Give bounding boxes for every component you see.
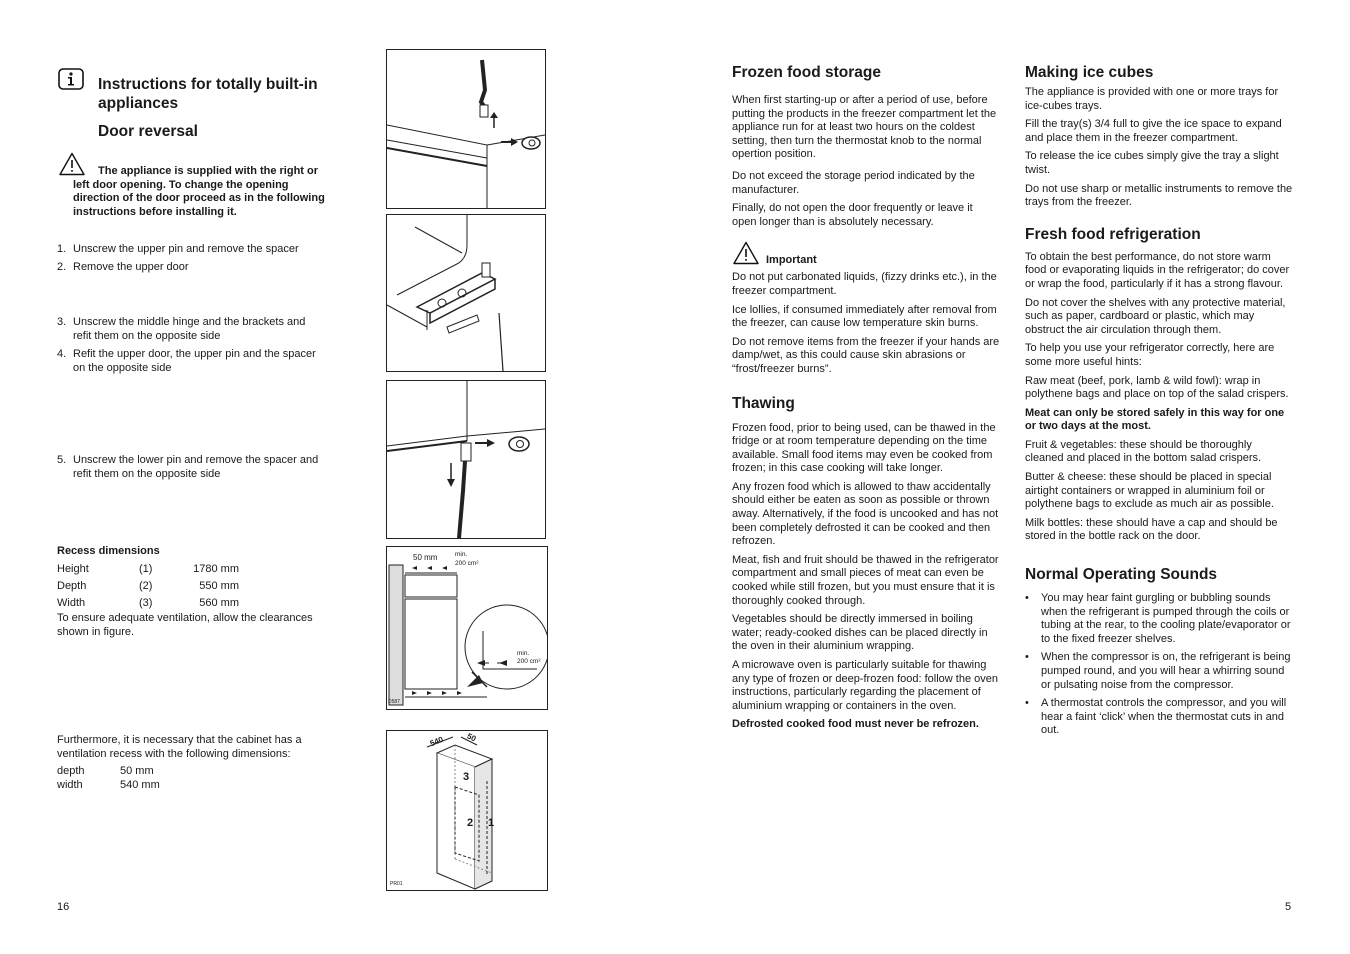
recess-note: To ensure adequate ventilation, allow the clearances shown in figure. — [57, 612, 313, 638]
paragraph: Do not remove items from the freezer if your hands are damp/wet, as this could cause skin abrasions or “frost/freezer burns”. — [732, 335, 1000, 375]
figure-code: PR01 — [390, 881, 403, 887]
area-label-top: 200 cm² — [455, 560, 479, 567]
figure-middle-hinge — [386, 214, 546, 372]
paragraph: Butter & cheese: these should be placed in special airtight containers or wrapped in aluminium foil or polythene bags to exclude as much air as possible. — [1025, 471, 1274, 511]
area-label-side: 200 cm² — [517, 658, 541, 665]
bullet-icon: • — [1025, 697, 1029, 710]
column-frozen-thawing — [732, 64, 1000, 737]
table-row: Depth (2) 550 mm — [57, 579, 239, 592]
paragraph: Meat can only be stored safely in this way for one or two days at the most. — [1025, 406, 1285, 433]
warning-text: The appliance is supplied with the right or left door opening. To change the opening direction of the door proceed as in the following instructions before installing it. — [73, 165, 325, 218]
upper-pin-illustration — [387, 50, 545, 208]
paragraph: Meat, fish and fruit should be thawed in the refrigerator compartment and small pieces of meat can even be cooked while still frozen, but you must ensure that it is thoroughly cooked through. — [732, 553, 999, 607]
cabinet-illustration — [387, 731, 547, 890]
section-title-door-reversal: Door reversal — [98, 123, 198, 140]
steps-list: 1. Unscrew the upper pin and remove the spacer 2. Remove the upper door 3. Unscrew the middle hinge and the brackets and refit them on the opposite side 4. Refit the upper door, the upper pin and the spacer on the opposite side 5. Unscrew the lower pin and remove the spacer and refit them on the opposite side — [57, 243, 319, 480]
paragraph: Finally, do not open the door frequently or leave it open longer than is absolutely necessary. — [732, 202, 973, 228]
vent-text: Furthermore, it is necessary that the cabinet has a ventilation recess with the following dimensions: — [57, 734, 302, 760]
paragraph: The appliance is provided with one or more trays for ice-cubes trays. — [1025, 86, 1279, 112]
recess-table — [57, 560, 239, 611]
middle-hinge-illustration — [387, 215, 545, 371]
dim-50: 50 — [465, 731, 478, 744]
bullet-icon: • — [1025, 651, 1029, 664]
table-row: Width (3) 560 mm — [57, 596, 239, 609]
vent-table — [57, 764, 160, 792]
section-title-thawing: Thawing — [732, 394, 795, 412]
figure-code: D587 — [388, 699, 400, 705]
paragraph: Do not cover the shelves with any protective material, such as paper, cardboard or plastic, which may obstruct the air circulation through them. — [1025, 296, 1286, 336]
table-row: depth 50 mm — [57, 765, 154, 777]
paragraph: Frozen food, prior to being used, can be thawed in the fridge or at room temperature depending on the time available. Small food items may even be cooked from frozen; in this case cooking will take longer. — [732, 421, 996, 475]
important-block — [732, 241, 1000, 271]
paragraph: When first starting-up or after a period of use, before putting the products in the freezer compartment let the appliance run for at least two hours on the coldest setting, then turn the thermostat knob to the normal opertion position. — [732, 94, 997, 161]
label-1: 1 — [488, 817, 495, 829]
dim-540: 540 — [428, 734, 445, 749]
paragraph: Fruit & vegetables: these should be thoroughly cleaned and placed in the bottom salad crispers. — [1025, 438, 1262, 465]
figure-upper-pin — [386, 49, 546, 209]
paragraph: Ice lollies, if consumed immediately after removal from the freezer, can cause low temperature skin burns. — [732, 303, 997, 330]
list-item: • A thermostat controls the compressor, and you will hear a faint ‘click’ when the thermostat cuts in and out. — [1025, 697, 1287, 737]
dim-50mm: 50 mm — [413, 553, 438, 562]
recess-title: Recess dimensions — [57, 545, 160, 557]
paragraph: To help you use your refrigerator correctly, here are some more useful hints: — [1025, 342, 1275, 368]
paragraph: To release the ice cubes simply give the tray a slight twist. — [1025, 150, 1279, 176]
table-row: width 540 mm — [57, 779, 160, 791]
lower-pin-illustration — [387, 381, 545, 538]
table-row: Height (1) 1780 mm — [57, 562, 239, 575]
label-2: 2 — [467, 817, 474, 829]
figure-cabinet — [386, 730, 548, 891]
list-item: • You may hear faint gurgling or bubbling sounds when the refrigerant is pumped through the coils or tubing at the rear, to the cooling plate/evaporator or to the fixed freezer shelves. — [1025, 592, 1291, 645]
section-title-frozen: Frozen food storage — [732, 64, 881, 81]
paragraph: A microwave oven is particularly suitable for thawing any type of frozen or deep-frozen food: follow the oven instructions, particularly regarding the placement of aluminium wrapping or containers in the oven. — [732, 659, 998, 712]
paragraph: To obtain the best performance, do not store warm food or evaporating liquids in the refrigerator; do cover or wrap the food, particularly if it has a strong flavour. — [1025, 250, 1290, 290]
page-number-left: 16 — [57, 901, 70, 913]
paragraph: Milk bottles: these should have a cap and should be stored in the bottle rack on the door. — [1025, 516, 1278, 543]
section-title-ice: Making ice cubes — [1025, 64, 1154, 81]
paragraph: Fill the tray(s) 3/4 full to give the ice space to expand and place them in the freezer compartment. — [1025, 118, 1282, 144]
paragraph: Do not exceed the storage period indicated by the manufacturer. — [732, 169, 975, 196]
section-title-sounds: Normal Operating Sounds — [1025, 566, 1218, 584]
list-item: • When the compressor is on, the refrigerant is being pumped round, and you will hear a whirring sound or pulsating noise from the compressor. — [1025, 651, 1291, 691]
label-3: 3 — [463, 771, 470, 783]
important-label: Important — [766, 254, 817, 267]
paragraph: Do not use sharp or metallic instruments to remove the trays from the freezer. — [1025, 182, 1293, 209]
column-ice-fresh-sounds — [1025, 64, 1293, 743]
page-title: Instructions for totally built-in appliances — [98, 76, 318, 112]
page-number-right: 5 — [1285, 901, 1292, 913]
paragraph: Vegetables should be directly immersed in boiling water; ready-cooked dishes can be placed directly in the oven in their aluminium wrapping. — [732, 613, 988, 653]
clearances-illustration — [387, 547, 547, 709]
paragraph: Any frozen food which is allowed to thaw accidentally should either be eaten as soon as possible or thrown away. Alternatively, if the food is uncooked and has not been completely defrosted it can be cooked and then refrozen. — [732, 480, 999, 548]
paragraph: Raw meat (beef, pork, lamb & wild fowl): wrap in polythene bags and place on top of the salad crispers. — [1025, 374, 1289, 401]
paragraph: Defrosted cooked food must never be refrozen. — [732, 718, 979, 731]
bullet-icon: • — [1025, 592, 1029, 605]
min-label-top: min. — [455, 551, 468, 558]
paragraph: Do not put carbonated liquids, (fizzy drinks etc.), in the freezer compartment. — [732, 271, 997, 297]
min-label-side: min. — [517, 650, 530, 657]
figure-clearances — [386, 546, 548, 710]
figure-lower-pin — [386, 380, 546, 539]
warning-icon — [733, 241, 759, 270]
section-title-fresh: Fresh food refrigeration — [1025, 225, 1201, 243]
